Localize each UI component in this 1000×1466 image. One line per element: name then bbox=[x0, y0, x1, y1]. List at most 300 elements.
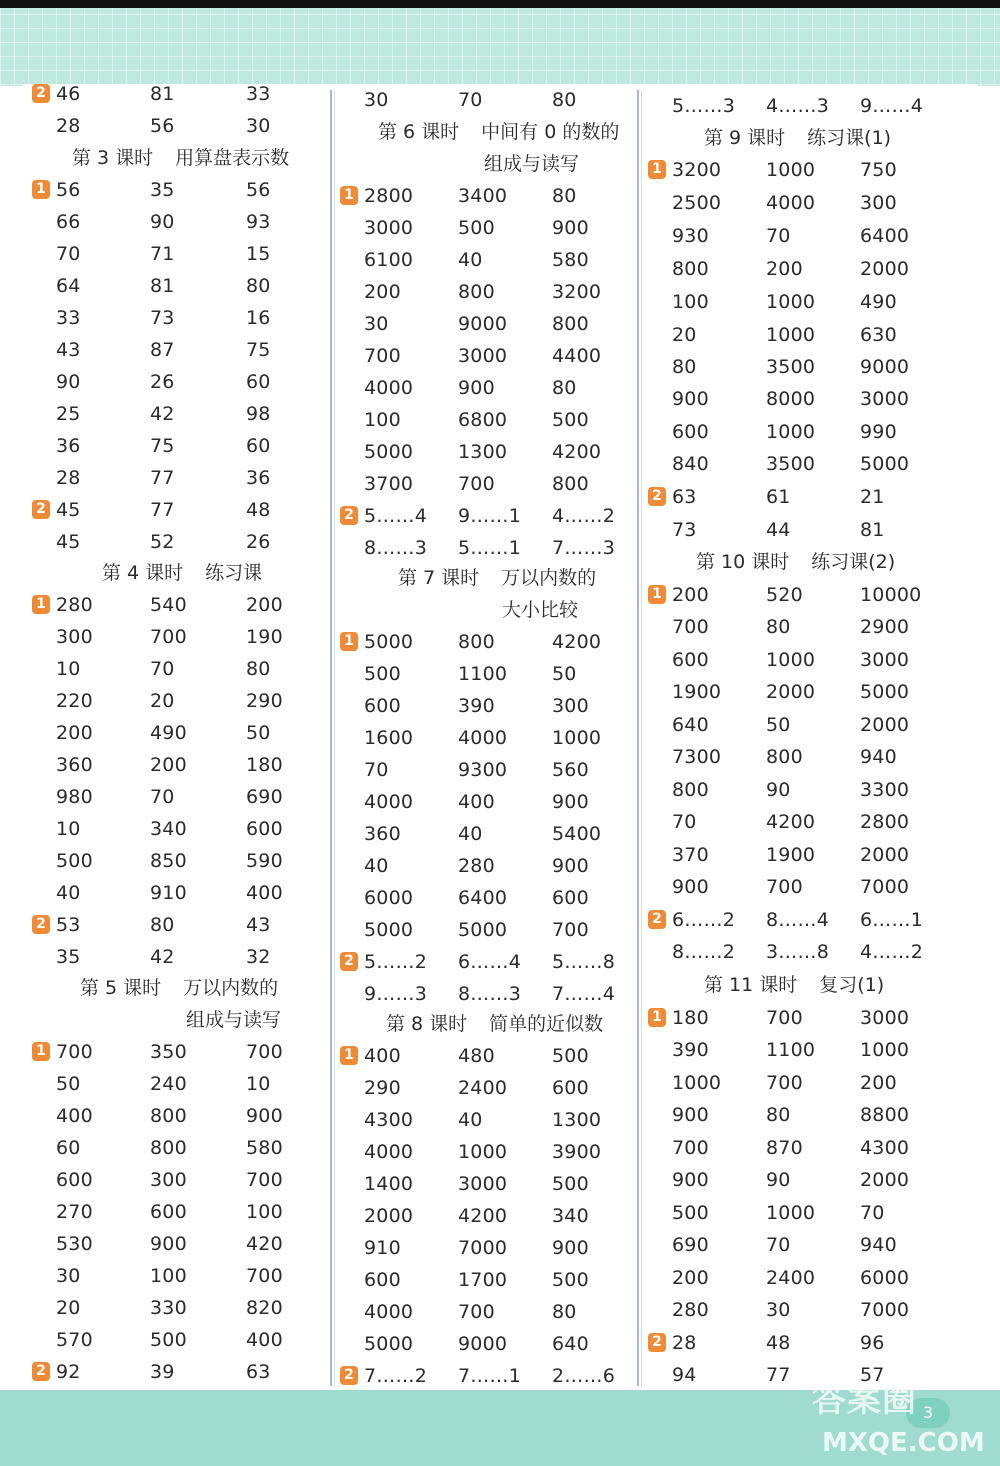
answer-value: 70 bbox=[766, 225, 791, 247]
answer-value: 26 bbox=[246, 531, 271, 553]
question-number-badge: 1 bbox=[648, 1008, 666, 1027]
answer-value: 6……1 bbox=[860, 909, 923, 931]
answer-value: 2000 bbox=[766, 681, 816, 703]
column-divider-1 bbox=[330, 90, 332, 1386]
answer-value: 980 bbox=[56, 786, 93, 808]
answer-value: 80 bbox=[766, 616, 791, 638]
answer-row bbox=[32, 431, 322, 461]
answer-value: 290 bbox=[246, 690, 283, 712]
answer-value: 43 bbox=[246, 914, 271, 936]
answer-value: 48 bbox=[246, 499, 271, 521]
answer-value: 850 bbox=[150, 850, 187, 872]
question-number-badge: 1 bbox=[32, 1042, 50, 1061]
answer-value: 500 bbox=[552, 409, 589, 431]
answer-row bbox=[32, 1133, 322, 1163]
answer-value: 1400 bbox=[364, 1173, 414, 1195]
answer-value: 70 bbox=[150, 658, 175, 680]
answer-value: 30 bbox=[56, 1265, 81, 1287]
answer-value: 45 bbox=[56, 531, 81, 553]
answer-value: 700 bbox=[552, 919, 589, 941]
answer-row bbox=[340, 755, 630, 785]
lesson-heading bbox=[386, 1008, 603, 1040]
answer-value: 57 bbox=[860, 1364, 885, 1386]
answer-value: 35 bbox=[150, 179, 175, 201]
answer-row bbox=[32, 239, 322, 269]
answer-value: 5000 bbox=[860, 681, 910, 703]
lesson-number: 第 3 课时 bbox=[72, 147, 154, 169]
answer-value: 4000 bbox=[364, 791, 414, 813]
answer-value: 5000 bbox=[860, 453, 910, 475]
question-number-badge: 2 bbox=[340, 506, 358, 525]
answer-value: 4300 bbox=[860, 1137, 910, 1159]
answer-value: 1000 bbox=[766, 649, 816, 671]
answer-row bbox=[340, 1137, 630, 1167]
answer-value: 400 bbox=[458, 791, 495, 813]
answer-value: 1000 bbox=[672, 1072, 722, 1094]
answer-row bbox=[648, 155, 938, 185]
question-number-badge: 2 bbox=[32, 84, 50, 103]
answer-value: 1100 bbox=[458, 663, 508, 685]
answer-value: 270 bbox=[56, 1201, 93, 1223]
answer-value: 600 bbox=[672, 649, 709, 671]
answer-value: 600 bbox=[56, 1169, 93, 1191]
answer-value: 42 bbox=[150, 403, 175, 425]
answer-row bbox=[648, 221, 938, 251]
answer-value: 500 bbox=[150, 1329, 187, 1351]
answer-value: 590 bbox=[246, 850, 283, 872]
question-number-badge: 1 bbox=[648, 160, 666, 179]
answer-value: 800 bbox=[552, 473, 589, 495]
answer-row bbox=[340, 1073, 630, 1103]
answer-value: 520 bbox=[766, 584, 803, 606]
answer-row bbox=[32, 750, 322, 780]
answer-row bbox=[340, 213, 630, 243]
lesson-title: 复习(1) bbox=[819, 974, 885, 996]
answer-value: 80 bbox=[150, 914, 175, 936]
answer-value: 840 bbox=[672, 453, 709, 475]
answer-value: 6800 bbox=[458, 409, 508, 431]
answer-value: 56 bbox=[56, 179, 81, 201]
answer-value: 900 bbox=[672, 388, 709, 410]
answer-value: 2400 bbox=[458, 1077, 508, 1099]
question-number-badge: 2 bbox=[32, 915, 50, 934]
answer-value: 6000 bbox=[364, 887, 414, 909]
answer-row bbox=[648, 742, 938, 772]
answer-value: 33 bbox=[246, 83, 271, 105]
answer-value: 2000 bbox=[860, 714, 910, 736]
answer-row bbox=[32, 79, 322, 109]
answer-row bbox=[32, 175, 322, 205]
page-number: 3 bbox=[906, 1398, 950, 1428]
answer-value: 4……2 bbox=[860, 941, 923, 963]
answer-row bbox=[32, 1325, 322, 1355]
answer-row bbox=[340, 1361, 630, 1391]
answer-value: 60 bbox=[56, 1137, 81, 1159]
answer-value: 28 bbox=[672, 1332, 697, 1354]
answer-row bbox=[648, 287, 938, 317]
answer-value: 5000 bbox=[364, 919, 414, 941]
answer-value: 300 bbox=[56, 626, 93, 648]
answer-value: 5……3 bbox=[672, 95, 735, 117]
answer-value: 44 bbox=[766, 519, 791, 541]
lesson-title: 练习课(1) bbox=[807, 127, 892, 149]
lesson-number: 第 6 课时 bbox=[378, 121, 460, 143]
answer-row bbox=[340, 915, 630, 945]
answer-row bbox=[340, 501, 630, 531]
answer-value: 9000 bbox=[860, 356, 910, 378]
answer-value: 80 bbox=[552, 89, 577, 111]
answer-value: 400 bbox=[246, 1329, 283, 1351]
answer-value: 200 bbox=[672, 1267, 709, 1289]
answer-value: 2800 bbox=[364, 185, 414, 207]
answer-value: 40 bbox=[458, 249, 483, 271]
question-number-badge: 2 bbox=[648, 487, 666, 506]
lesson-title-continued: 组成与读写 bbox=[186, 1009, 282, 1031]
answer-value: 10 bbox=[56, 818, 81, 840]
lesson-heading bbox=[80, 972, 278, 1004]
answer-value: 100 bbox=[246, 1201, 283, 1223]
lesson-heading bbox=[102, 557, 262, 589]
answer-value: 4000 bbox=[364, 1301, 414, 1323]
lesson-number: 第 4 课时 bbox=[102, 562, 184, 584]
answer-value: 700 bbox=[246, 1041, 283, 1063]
answer-value: 3000 bbox=[458, 345, 508, 367]
answer-value: 8……3 bbox=[364, 537, 427, 559]
answer-row bbox=[32, 495, 322, 525]
answer-row bbox=[340, 533, 630, 563]
answer-value: 8……3 bbox=[458, 983, 521, 1005]
question-number-badge: 1 bbox=[32, 595, 50, 614]
question-number-badge: 2 bbox=[648, 910, 666, 929]
answer-row bbox=[340, 1265, 630, 1295]
answer-row bbox=[32, 686, 322, 716]
answer-value: 700 bbox=[364, 345, 401, 367]
lesson-heading bbox=[704, 122, 891, 154]
lesson-number: 第 10 课时 bbox=[696, 551, 790, 573]
answer-value: 500 bbox=[552, 1045, 589, 1067]
answer-value: 40 bbox=[56, 882, 81, 904]
answer-value: 63 bbox=[672, 486, 697, 508]
answer-value: 340 bbox=[150, 818, 187, 840]
answer-row bbox=[648, 872, 938, 902]
answer-value: 4000 bbox=[364, 377, 414, 399]
answer-value: 80 bbox=[552, 185, 577, 207]
answer-value: 600 bbox=[150, 1201, 187, 1223]
answer-value: 30 bbox=[766, 1299, 791, 1321]
answer-value: 820 bbox=[246, 1297, 283, 1319]
answer-value: 4200 bbox=[552, 631, 602, 653]
answer-value: 60 bbox=[246, 371, 271, 393]
answer-row bbox=[32, 1197, 322, 1227]
answer-value: 1000 bbox=[766, 1202, 816, 1224]
answer-value: 3200 bbox=[552, 281, 602, 303]
answer-value: 70 bbox=[364, 759, 389, 781]
answer-value: 2500 bbox=[672, 192, 722, 214]
answer-value: 500 bbox=[56, 850, 93, 872]
answer-value: 70 bbox=[150, 786, 175, 808]
answer-value: 4400 bbox=[552, 345, 602, 367]
answer-value: 420 bbox=[246, 1233, 283, 1255]
answer-value: 700 bbox=[150, 626, 187, 648]
answer-row bbox=[648, 1068, 938, 1098]
answer-value: 100 bbox=[150, 1265, 187, 1287]
answer-value: 1000 bbox=[766, 159, 816, 181]
answer-row bbox=[648, 1035, 938, 1065]
answer-value: 7……1 bbox=[458, 1365, 521, 1387]
answer-value: 4200 bbox=[458, 1205, 508, 1227]
answer-value: 500 bbox=[552, 1269, 589, 1291]
answer-value: 60 bbox=[246, 435, 271, 457]
question-number-badge: 2 bbox=[32, 500, 50, 519]
answer-value: 9……3 bbox=[364, 983, 427, 1005]
answer-value: 80 bbox=[246, 658, 271, 680]
answer-value: 500 bbox=[458, 217, 495, 239]
answer-value: 10 bbox=[56, 658, 81, 680]
answer-value: 94 bbox=[672, 1364, 697, 1386]
lesson-title: 中间有 0 的数的 bbox=[481, 121, 620, 143]
answer-row bbox=[32, 463, 322, 493]
answer-value: 21 bbox=[860, 486, 885, 508]
answer-value: 400 bbox=[364, 1045, 401, 1067]
answer-value: 600 bbox=[246, 818, 283, 840]
answer-value: 400 bbox=[56, 1105, 93, 1127]
answer-row bbox=[32, 622, 322, 652]
question-number-badge: 2 bbox=[340, 1366, 358, 1385]
answer-value: 80 bbox=[246, 275, 271, 297]
answer-row bbox=[340, 437, 630, 467]
answer-value: 560 bbox=[552, 759, 589, 781]
answer-value: 3000 bbox=[860, 388, 910, 410]
answer-value: 9000 bbox=[458, 1333, 508, 1355]
answer-value: 800 bbox=[458, 281, 495, 303]
answer-value: 900 bbox=[150, 1233, 187, 1255]
answer-value: 990 bbox=[860, 421, 897, 443]
lesson-number: 第 5 课时 bbox=[80, 977, 162, 999]
answer-row bbox=[648, 1328, 938, 1358]
answer-row bbox=[32, 590, 322, 620]
answer-value: 700 bbox=[56, 1041, 93, 1063]
answer-value: 48 bbox=[766, 1332, 791, 1354]
answer-value: 900 bbox=[458, 377, 495, 399]
answer-row bbox=[32, 335, 322, 365]
answer-value: 8……4 bbox=[766, 909, 829, 931]
answer-value: 290 bbox=[364, 1077, 401, 1099]
answer-value: 700 bbox=[246, 1169, 283, 1191]
answer-row bbox=[32, 654, 322, 684]
answer-value: 4200 bbox=[766, 811, 816, 833]
answer-value: 6400 bbox=[458, 887, 508, 909]
lesson-heading bbox=[72, 142, 289, 174]
answer-value: 80 bbox=[552, 1301, 577, 1323]
answer-value: 200 bbox=[672, 584, 709, 606]
answer-value: 800 bbox=[672, 779, 709, 801]
answer-value: 9000 bbox=[458, 313, 508, 335]
answer-row bbox=[648, 645, 938, 675]
question-number-badge: 1 bbox=[340, 186, 358, 205]
answer-value: 80 bbox=[766, 1104, 791, 1126]
answer-value: 700 bbox=[766, 1072, 803, 1094]
answer-value: 640 bbox=[552, 1333, 589, 1355]
answer-value: 800 bbox=[458, 631, 495, 653]
answer-value: 480 bbox=[458, 1045, 495, 1067]
answer-value: 53 bbox=[56, 914, 81, 936]
answer-row bbox=[340, 691, 630, 721]
answer-value: 870 bbox=[766, 1137, 803, 1159]
answer-value: 10000 bbox=[860, 584, 922, 606]
answer-row bbox=[340, 627, 630, 657]
answer-value: 300 bbox=[860, 192, 897, 214]
answer-value: 800 bbox=[552, 313, 589, 335]
answer-value: 910 bbox=[364, 1237, 401, 1259]
answer-value: 96 bbox=[860, 1332, 885, 1354]
lesson-title: 用算盘表示数 bbox=[175, 147, 290, 169]
answer-value: 30 bbox=[246, 115, 271, 137]
answer-row bbox=[340, 1105, 630, 1135]
answer-row bbox=[340, 851, 630, 881]
answer-value: 600 bbox=[672, 421, 709, 443]
answer-value: 45 bbox=[56, 499, 81, 521]
lesson-title: 万以内数的 bbox=[183, 977, 279, 999]
answer-value: 7000 bbox=[458, 1237, 508, 1259]
answer-value: 6……4 bbox=[458, 951, 521, 973]
lesson-number: 第 7 课时 bbox=[398, 567, 480, 589]
answer-value: 66 bbox=[56, 211, 81, 233]
answer-row bbox=[340, 1201, 630, 1231]
question-number-badge: 2 bbox=[648, 1333, 666, 1352]
answer-row bbox=[648, 612, 938, 642]
answer-value: 930 bbox=[672, 225, 709, 247]
answer-value: 7……4 bbox=[552, 983, 615, 1005]
answer-row bbox=[32, 1261, 322, 1291]
answer-row bbox=[648, 840, 938, 870]
answer-row bbox=[32, 527, 322, 557]
answer-row bbox=[340, 947, 630, 977]
answer-value: 190 bbox=[246, 626, 283, 648]
answer-value: 81 bbox=[150, 83, 175, 105]
answer-row bbox=[648, 1263, 938, 1293]
answer-value: 800 bbox=[672, 258, 709, 280]
answer-value: 20 bbox=[150, 690, 175, 712]
answer-value: 360 bbox=[56, 754, 93, 776]
answer-value: 7000 bbox=[860, 876, 910, 898]
answer-value: 3000 bbox=[860, 649, 910, 671]
answer-value: 800 bbox=[150, 1105, 187, 1127]
answer-value: 340 bbox=[552, 1205, 589, 1227]
answer-value: 3500 bbox=[766, 356, 816, 378]
answer-value: 570 bbox=[56, 1329, 93, 1351]
answer-value: 3000 bbox=[860, 1007, 910, 1029]
answer-value: 1000 bbox=[766, 291, 816, 313]
answer-value: 1000 bbox=[552, 727, 602, 749]
answer-row bbox=[340, 181, 630, 211]
answer-value: 200 bbox=[246, 594, 283, 616]
answer-value: 280 bbox=[56, 594, 93, 616]
top-grid-band bbox=[0, 0, 1000, 86]
answer-value: 77 bbox=[150, 499, 175, 521]
answer-row bbox=[648, 417, 938, 447]
lesson-title: 万以内数的 bbox=[501, 567, 597, 589]
answer-value: 2400 bbox=[766, 1267, 816, 1289]
answer-value: 500 bbox=[672, 1202, 709, 1224]
answer-value: 70 bbox=[458, 89, 483, 111]
question-number-badge: 2 bbox=[32, 1362, 50, 1381]
answer-value: 36 bbox=[246, 467, 271, 489]
answer-value: 40 bbox=[458, 1109, 483, 1131]
answer-value: 70 bbox=[56, 243, 81, 265]
answer-value: 940 bbox=[860, 746, 897, 768]
answer-value: 200 bbox=[56, 722, 93, 744]
answer-value: 200 bbox=[766, 258, 803, 280]
answer-row bbox=[32, 1357, 322, 1387]
answer-value: 30 bbox=[364, 89, 389, 111]
answer-value: 42 bbox=[150, 946, 175, 968]
lesson-title-continued: 大小比较 bbox=[502, 599, 579, 621]
answer-row bbox=[340, 979, 630, 1009]
answer-value: 330 bbox=[150, 1297, 187, 1319]
answer-value: 640 bbox=[672, 714, 709, 736]
answer-value: 390 bbox=[458, 695, 495, 717]
answer-value: 3000 bbox=[458, 1173, 508, 1195]
answer-row bbox=[648, 449, 938, 479]
answer-row bbox=[340, 373, 630, 403]
answer-value: 700 bbox=[246, 1265, 283, 1287]
answer-value: 7……2 bbox=[364, 1365, 427, 1387]
answer-value: 8800 bbox=[860, 1104, 910, 1126]
answer-row bbox=[648, 1133, 938, 1163]
answer-row bbox=[340, 883, 630, 913]
answer-value: 200 bbox=[150, 754, 187, 776]
answer-value: 600 bbox=[364, 1269, 401, 1291]
question-number-badge: 2 bbox=[340, 952, 358, 971]
answer-value: 1000 bbox=[860, 1039, 910, 1061]
answer-value: 700 bbox=[458, 473, 495, 495]
answer-value: 46 bbox=[56, 83, 81, 105]
answer-row bbox=[340, 659, 630, 689]
answer-value: 1300 bbox=[458, 441, 508, 463]
answer-row bbox=[340, 341, 630, 371]
question-number-badge: 1 bbox=[340, 1046, 358, 1065]
answer-value: 80 bbox=[552, 377, 577, 399]
answer-value: 700 bbox=[672, 1137, 709, 1159]
answer-value: 5……8 bbox=[552, 951, 615, 973]
answer-value: 75 bbox=[246, 339, 271, 361]
answer-row bbox=[340, 245, 630, 275]
answer-value: 300 bbox=[150, 1169, 187, 1191]
answer-value: 3900 bbox=[552, 1141, 602, 1163]
answer-value: 180 bbox=[672, 1007, 709, 1029]
answer-value: 3700 bbox=[364, 473, 414, 495]
answer-value: 9300 bbox=[458, 759, 508, 781]
answer-value: 50 bbox=[246, 722, 271, 744]
answer-row bbox=[32, 878, 322, 908]
answer-value: 90 bbox=[150, 211, 175, 233]
answer-value: 180 bbox=[246, 754, 283, 776]
answer-value: 6100 bbox=[364, 249, 414, 271]
answer-row bbox=[648, 677, 938, 707]
answer-value: 220 bbox=[56, 690, 93, 712]
answer-value: 92 bbox=[56, 1361, 81, 1383]
answer-value: 940 bbox=[860, 1234, 897, 1256]
answer-value: 5000 bbox=[364, 441, 414, 463]
answer-value: 6000 bbox=[860, 1267, 910, 1289]
answer-row bbox=[648, 1100, 938, 1130]
answer-value: 200 bbox=[860, 1072, 897, 1094]
answer-value: 9……4 bbox=[860, 95, 923, 117]
answer-value: 1300 bbox=[552, 1109, 602, 1131]
answer-value: 100 bbox=[364, 409, 401, 431]
answer-value: 87 bbox=[150, 339, 175, 361]
answer-value: 900 bbox=[552, 217, 589, 239]
